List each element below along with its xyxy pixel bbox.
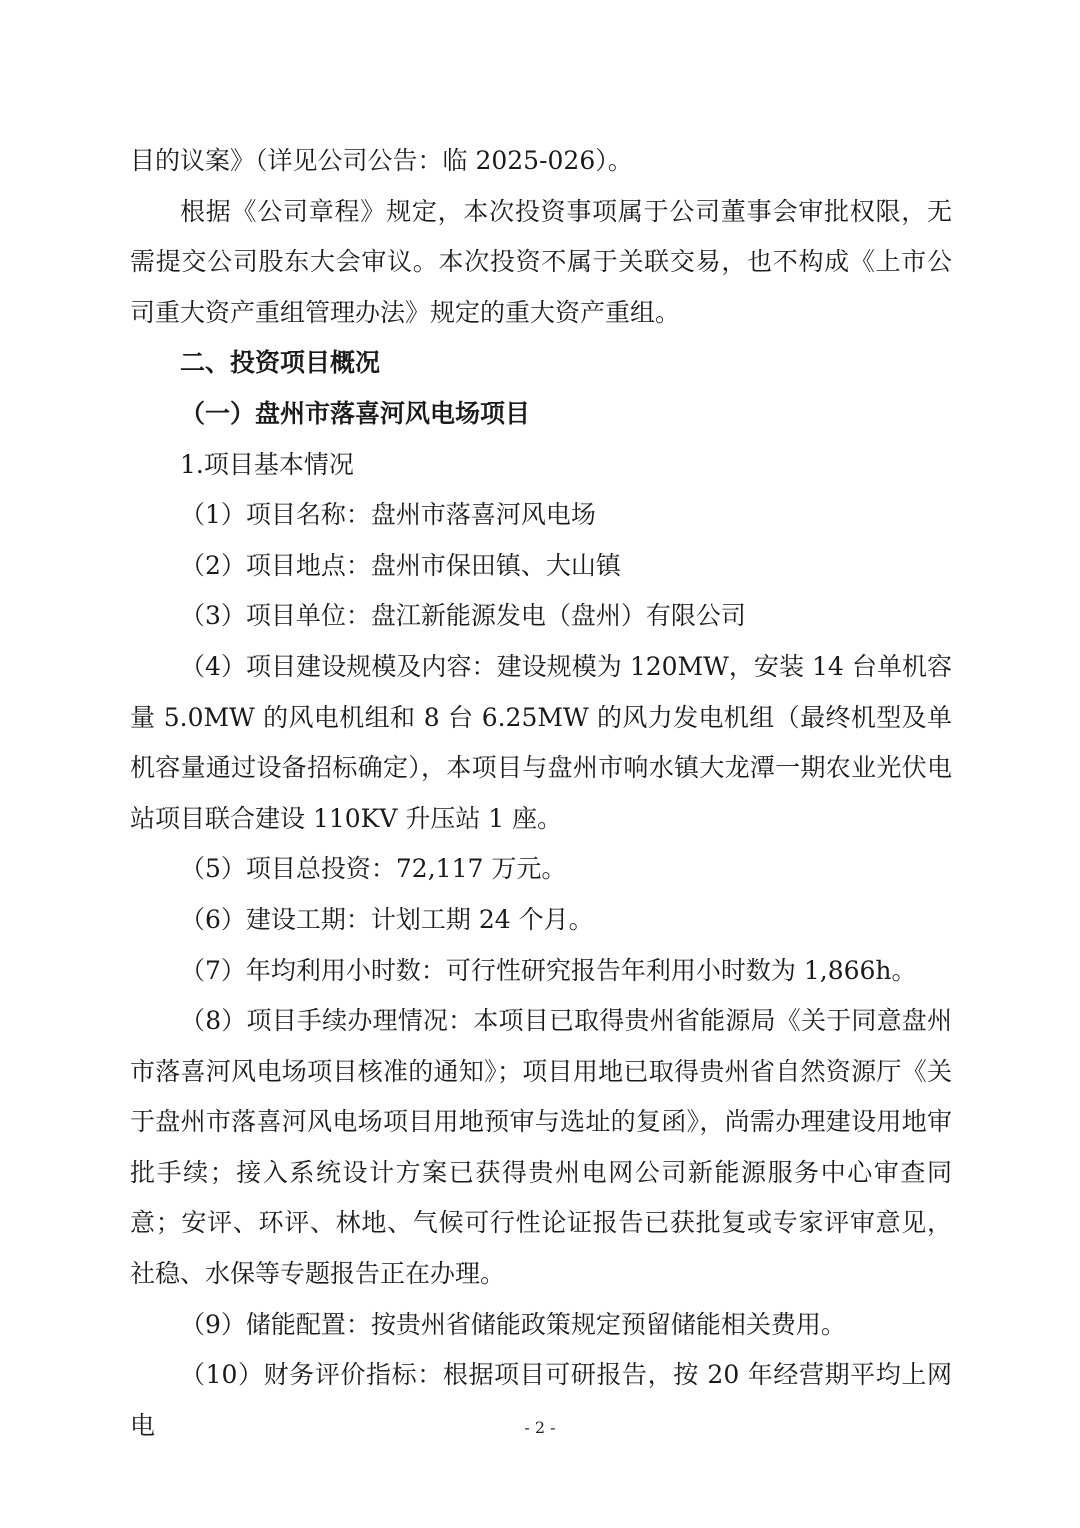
list-item-utilization-hours: （7）年均利用小时数：可行性研究报告年利用小时数为 1,866h。 bbox=[180, 955, 917, 985]
list-item-financial-indicators: （10）财务评价指标：根据项目可研报告，按 20 年经营期平均上网电 bbox=[130, 1360, 952, 1440]
list-item-project-scale: （4）项目建设规模及内容：建设规模为 120MW，安装 14 台单机容量 5.0MW 的风电机组和 8 台 6.25MW 的风力发电机组（最终机型及单机容量通过设备招标确定），本项目与盘州市响水镇大龙潭一期农业光伏电站项目联合建设 110KV 升压站 1 座。 bbox=[130, 651, 952, 833]
page-number: - 2 - bbox=[524, 1418, 556, 1437]
paragraph-continuation: 目的议案》（详见公司公告：临 2025-026）。 bbox=[130, 146, 633, 175]
list-item-project-unit: （3）项目单位：盘江新能源发电（盘州）有限公司 bbox=[180, 601, 746, 631]
list-item-project-location: （2）项目地点：盘州市保田镇、大山镇 bbox=[180, 550, 621, 580]
list-item-total-investment: （5）项目总投资：72,117 万元。 bbox=[180, 854, 567, 884]
document-body bbox=[130, 136, 952, 1451]
item-heading-basic-info: 1.项目基本情况 bbox=[180, 449, 354, 479]
section-heading-2: 二、投资项目概况 bbox=[180, 348, 381, 378]
paragraph-approval-authority: 根据《公司章程》规定，本次投资事项属于公司董事会审批权限，无需提交公司股东大会审议。本次投资不属于关联交易，也不构成《上市公司重大资产重组管理办法》规定的重大资产重组。 bbox=[130, 196, 952, 327]
list-item-construction-period: （6）建设工期：计划工期 24 个月。 bbox=[180, 904, 594, 934]
list-item-energy-storage: （9）储能配置：按贵州省储能政策规定预留储能相关费用。 bbox=[180, 1309, 846, 1339]
list-item-procedures: （8）项目手续办理情况：本项目已取得贵州省能源局《关于同意盘州市落喜河风电场项目核准的通知》；项目用地已取得贵州省自然资源厅《关于盘州市落喜河风电场项目用地预审与选址的复函》，尚需办理建设用地审批手续；接入系统设计方案已获得贵州电网公司新能源服务中心审查同意；安评、环评、林地、气候可行性论证报告已获批复或专家评审意见，社稳、水保等专题报告正在办理。 bbox=[130, 1006, 952, 1289]
subsection-heading-1: （一）盘州市落喜河风电场项目 bbox=[180, 398, 531, 428]
list-item-project-name: （1）项目名称：盘州市落喜河风电场 bbox=[180, 500, 596, 530]
